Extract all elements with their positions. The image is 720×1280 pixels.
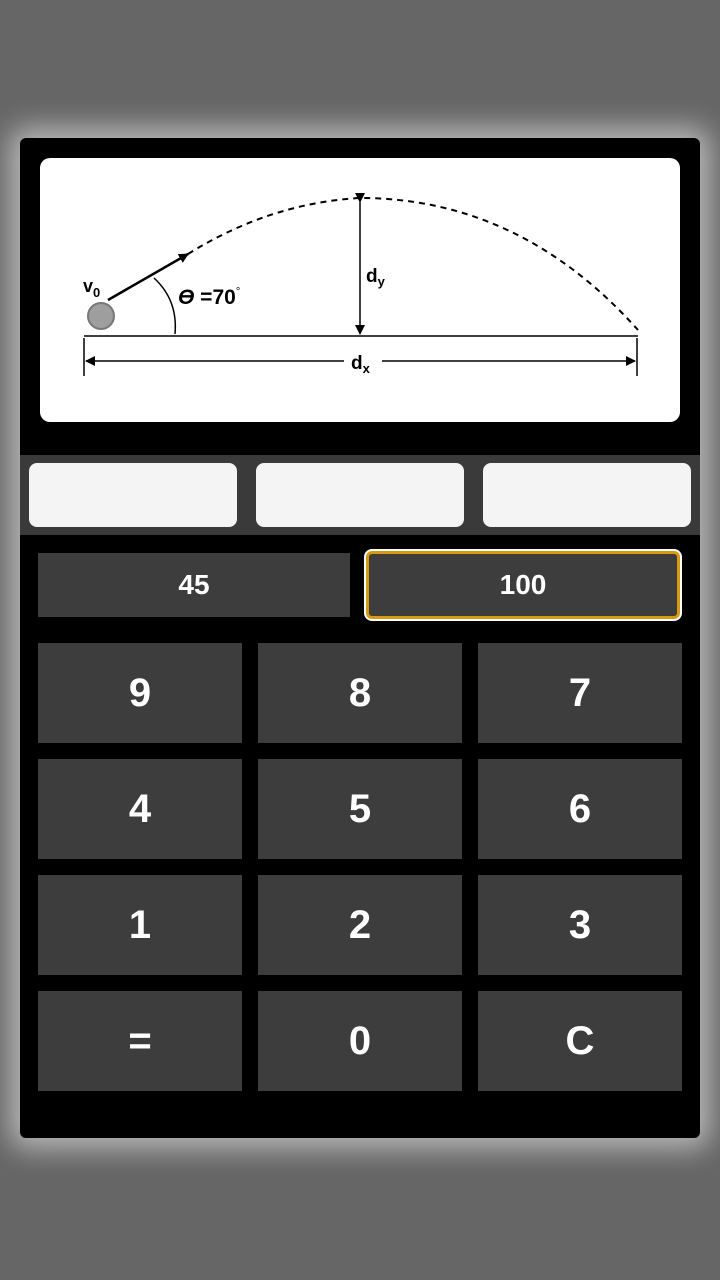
velocity-label: $v_0$ xyxy=(83,276,101,300)
key-8[interactable]: 8 xyxy=(258,643,462,743)
angle-input[interactable]: 45 xyxy=(38,553,350,617)
key-7[interactable]: 7 xyxy=(478,643,682,743)
equals-button[interactable]: = xyxy=(38,991,242,1091)
projectile-ball xyxy=(88,303,114,329)
key-5[interactable]: 5 xyxy=(258,759,462,859)
clear-button[interactable]: C xyxy=(478,991,682,1091)
angle-label: ϴ =70° xyxy=(178,286,241,309)
angle-arc xyxy=(154,278,175,334)
result-box-1 xyxy=(29,463,237,527)
result-box-3 xyxy=(483,463,691,527)
results-row xyxy=(20,455,700,535)
key-0[interactable]: 0 xyxy=(258,991,462,1091)
result-box-2 xyxy=(256,463,464,527)
key-9[interactable]: 9 xyxy=(38,643,242,743)
distance-input[interactable]: 100 xyxy=(366,551,680,619)
distance-label: $d_x$ xyxy=(351,353,370,376)
key-1[interactable]: 1 xyxy=(38,875,242,975)
trajectory-path xyxy=(188,198,638,330)
key-3[interactable]: 3 xyxy=(478,875,682,975)
key-2[interactable]: 2 xyxy=(258,875,462,975)
calculator-dialog xyxy=(20,138,700,1138)
height-label: $d_y$ xyxy=(366,266,385,289)
velocity-arrow xyxy=(108,254,188,300)
key-6[interactable]: 6 xyxy=(478,759,682,859)
key-4[interactable]: 4 xyxy=(38,759,242,859)
projectile-diagram xyxy=(40,158,680,422)
